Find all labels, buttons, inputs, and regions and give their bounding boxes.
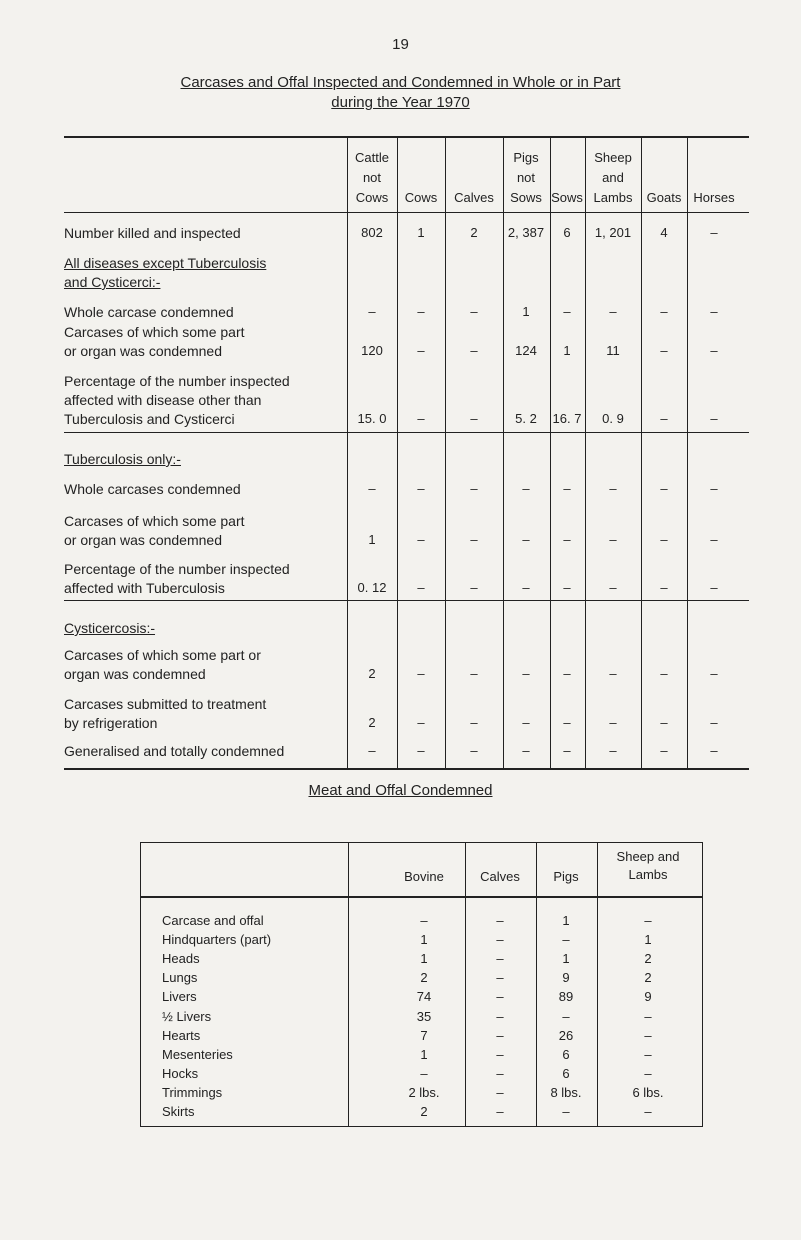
column-divider xyxy=(348,842,349,1126)
row-label xyxy=(64,559,290,579)
column-header: Sheep and Lambs xyxy=(616,849,680,882)
table-cell: – xyxy=(660,715,668,730)
row-label-text: Generalised and totally condemned xyxy=(64,743,285,759)
table-cell: – xyxy=(470,343,478,358)
row-label: Lungs xyxy=(162,970,198,986)
table-cell: – xyxy=(496,932,504,948)
row-label: Hearts xyxy=(162,1027,201,1043)
table-cell: 2 xyxy=(420,970,428,986)
table-cell: 4 xyxy=(660,225,668,240)
table-cell: 6 xyxy=(563,225,571,240)
table-cell: – xyxy=(710,580,718,595)
table-cell: 1 xyxy=(420,951,428,967)
row-label: Carcase and offal xyxy=(162,913,264,928)
column-header: Calves xyxy=(454,190,494,205)
table-cell: 1 xyxy=(420,1046,428,1062)
page-title xyxy=(0,74,801,91)
table-cell: 6 xyxy=(562,1046,570,1062)
row-label-text: Number killed and inspected xyxy=(64,225,241,241)
table-cell: 2 xyxy=(368,666,376,681)
table-cell: 6 xyxy=(562,1065,570,1081)
table-cell: 1 xyxy=(420,932,428,948)
table-cell: 2 xyxy=(368,715,376,730)
table-cell: – xyxy=(609,304,617,319)
table-cell: – xyxy=(644,1027,652,1043)
row-label xyxy=(64,530,222,550)
row-label xyxy=(64,223,241,243)
column-header: Cattle not Cows xyxy=(355,150,389,205)
header-rule xyxy=(64,212,749,213)
row-heading xyxy=(64,618,155,638)
row-label: Hindquarters (part) xyxy=(162,932,272,948)
table-cell: – xyxy=(609,666,617,681)
table-cell: – xyxy=(660,304,668,319)
section-subtitle xyxy=(0,782,801,799)
table-cell: 2, 387 xyxy=(507,225,545,240)
page-title-2 xyxy=(0,94,801,111)
table-cell: – xyxy=(660,411,668,426)
table-cell: – xyxy=(368,743,376,758)
table-cell: – xyxy=(417,715,425,730)
table-cell: 1 xyxy=(417,225,425,240)
table-cell: – xyxy=(660,532,668,547)
table-top-rule xyxy=(64,136,749,138)
table-cell: – xyxy=(710,532,718,547)
table-cell: – xyxy=(563,715,571,730)
row-heading xyxy=(64,272,160,292)
row-heading xyxy=(64,449,181,469)
table-cell: 26 xyxy=(558,1027,574,1043)
table-cell: – xyxy=(417,532,425,547)
row-label xyxy=(64,341,222,361)
table-cell: – xyxy=(644,913,652,928)
table-cell: – xyxy=(644,1008,652,1024)
table-cell: 1, 201 xyxy=(594,225,632,240)
table-cell: – xyxy=(496,1008,504,1024)
row-label: ½ Livers xyxy=(162,1008,212,1024)
row-label-text: All diseases except Tuberculosis xyxy=(64,255,267,271)
table-cell: – xyxy=(417,743,425,758)
table-cell: 0. 12 xyxy=(357,580,387,595)
row-label xyxy=(64,578,225,598)
table-cell: – xyxy=(563,304,571,319)
row-label: Heads xyxy=(162,951,200,967)
table-cell: – xyxy=(496,913,504,928)
row-label-text: affected with Tuberculosis xyxy=(64,580,225,596)
table-cell: – xyxy=(496,970,504,986)
row-label xyxy=(64,511,245,531)
table-cell: 1 xyxy=(563,343,571,358)
row-label-text: Whole carcase condemned xyxy=(64,304,234,320)
table-cell: 1 xyxy=(644,932,652,948)
table-cell: – xyxy=(562,1104,570,1119)
table-cell: – xyxy=(609,532,617,547)
row-heading xyxy=(64,253,266,273)
subtitle-text: Meat and Offal Condemned xyxy=(308,782,493,799)
table-cell: – xyxy=(496,1104,504,1119)
table-cell: – xyxy=(470,715,478,730)
table-cell: – xyxy=(417,580,425,595)
table-cell: 6 lbs. xyxy=(632,1084,664,1100)
column-header: Calves xyxy=(480,869,520,884)
table-cell: – xyxy=(563,532,571,547)
table-cell: 35 xyxy=(416,1008,432,1024)
table-cell: – xyxy=(522,743,530,758)
table-cell: – xyxy=(417,666,425,681)
table-cell: 9 xyxy=(644,989,652,1005)
row-label-text: Whole carcases condemned xyxy=(64,481,241,497)
row-label-text: or organ was condemned xyxy=(64,532,222,548)
column-header: Cows xyxy=(404,190,438,205)
table-cell: 7 xyxy=(420,1027,428,1043)
table-cell: – xyxy=(496,1027,504,1043)
row-label xyxy=(64,694,266,714)
table-cell: 124 xyxy=(515,343,537,358)
table-cell: – xyxy=(609,743,617,758)
column-header: Goats xyxy=(646,190,682,205)
row-label-text: affected with disease other than xyxy=(64,392,262,408)
table-cell: – xyxy=(420,913,428,928)
title-line-1: Carcases and Offal Inspected and Condemned in Whole or in Part xyxy=(180,74,621,91)
table-cell: – xyxy=(710,666,718,681)
column-header: Horses xyxy=(693,190,735,205)
table-cell: – xyxy=(609,580,617,595)
row-label xyxy=(64,409,235,429)
table-cell: 120 xyxy=(361,343,383,358)
table-cell: – xyxy=(563,481,571,496)
table-cell: – xyxy=(417,304,425,319)
table-cell: – xyxy=(563,666,571,681)
row-label: Skirts xyxy=(162,1104,195,1119)
table-cell: – xyxy=(710,743,718,758)
table-cell: 2 xyxy=(470,225,478,240)
table-cell: – xyxy=(470,666,478,681)
table-cell: – xyxy=(420,1065,428,1081)
table-cell: – xyxy=(470,532,478,547)
row-label xyxy=(64,322,245,342)
row-label-text: Tuberculosis only:- xyxy=(64,451,181,467)
table-cell: – xyxy=(710,715,718,730)
row-label: Trimmings xyxy=(162,1084,223,1100)
section-rule-tb xyxy=(64,432,749,433)
column-header: Sows xyxy=(551,190,583,205)
table-cell: – xyxy=(470,304,478,319)
table-cell: 0. 9 xyxy=(602,411,624,426)
table-cell: – xyxy=(660,343,668,358)
table-cell: 1 xyxy=(368,532,376,547)
row-label-text: or organ was condemned xyxy=(64,343,222,359)
table-cell: – xyxy=(522,532,530,547)
row-label: Hocks xyxy=(162,1065,199,1081)
table-cell: 15. 0 xyxy=(357,411,387,426)
table-cell: – xyxy=(609,715,617,730)
table-cell: – xyxy=(710,411,718,426)
column-header: Sheep and Lambs xyxy=(593,150,633,205)
table-cell: – xyxy=(417,481,425,496)
table-cell: 9 xyxy=(562,970,570,986)
table-cell: – xyxy=(522,580,530,595)
table-cell: 2 xyxy=(644,970,652,986)
table-cell: – xyxy=(710,343,718,358)
table-cell: – xyxy=(660,580,668,595)
table-cell: 802 xyxy=(361,225,383,240)
column-header: Pigs xyxy=(553,869,579,884)
table-cell: – xyxy=(522,481,530,496)
table-cell: – xyxy=(496,1065,504,1081)
table-cell: – xyxy=(417,343,425,358)
row-label xyxy=(64,390,261,410)
row-label xyxy=(64,645,261,665)
table-cell: – xyxy=(660,481,668,496)
table-cell: – xyxy=(644,1046,652,1062)
table-cell: – xyxy=(470,481,478,496)
table-cell: 2 xyxy=(644,951,652,967)
row-label-text: Percentage of the number inspected xyxy=(64,373,290,389)
table-cell: 89 xyxy=(558,989,574,1005)
page-number: 19 xyxy=(392,36,409,53)
table-cell: 5. 2 xyxy=(515,411,537,426)
table-cell: – xyxy=(522,715,530,730)
table-cell: – xyxy=(496,1046,504,1062)
table-cell: 8 lbs. xyxy=(550,1084,582,1100)
row-label-text: organ was condemned xyxy=(64,666,206,682)
table-cell: 1 xyxy=(562,951,570,967)
table-cell: – xyxy=(368,304,376,319)
row-label: Livers xyxy=(162,989,197,1005)
table-cell: 16. 7 xyxy=(552,411,582,426)
table-cell: – xyxy=(470,580,478,595)
table-cell: – xyxy=(644,1065,652,1081)
table-cell: – xyxy=(644,1104,652,1119)
row-label xyxy=(64,371,290,391)
table-cell: 74 xyxy=(416,989,432,1005)
table-cell: – xyxy=(562,932,570,948)
table-cell: – xyxy=(563,743,571,758)
table-cell: – xyxy=(563,580,571,595)
table-cell: – xyxy=(660,743,668,758)
table-cell: 2 lbs. xyxy=(408,1084,440,1100)
table-cell: – xyxy=(562,1008,570,1024)
table-cell: – xyxy=(368,481,376,496)
row-label-text: Carcases of which some part xyxy=(64,513,245,529)
table-cell: 2 xyxy=(420,1104,428,1119)
row-label-text: Carcases submitted to treatment xyxy=(64,696,267,712)
column-header: Pigs not Sows xyxy=(510,150,542,205)
row-label xyxy=(64,713,157,733)
row-label xyxy=(64,664,206,684)
row-label xyxy=(64,479,241,499)
table-cell: – xyxy=(417,411,425,426)
table-cell: – xyxy=(660,666,668,681)
table-cell: – xyxy=(470,743,478,758)
row-label-text: Cysticercosis:- xyxy=(64,620,156,636)
row-label-text: Carcases of which some part xyxy=(64,324,245,340)
table-cell: – xyxy=(710,481,718,496)
row-label-text: and Cysticerci:- xyxy=(64,274,161,290)
column-header: Bovine xyxy=(404,869,444,884)
header-rule xyxy=(140,896,702,898)
table-cell: – xyxy=(496,989,504,1005)
table-cell: 11 xyxy=(606,343,620,358)
table-cell: – xyxy=(609,481,617,496)
table-cell: – xyxy=(522,666,530,681)
row-label-text: Percentage of the number inspected xyxy=(64,561,290,577)
row-label xyxy=(64,741,284,761)
table-cell: 1 xyxy=(562,913,570,928)
row-label-text: by refrigeration xyxy=(64,715,158,731)
table-cell: – xyxy=(710,225,718,240)
section-rule-cyst xyxy=(64,600,749,601)
row-label-text: Carcases of which some part or xyxy=(64,647,261,663)
table-cell: – xyxy=(496,1084,504,1100)
table-cell: – xyxy=(470,411,478,426)
row-label: Mesenteries xyxy=(162,1046,233,1062)
row-label xyxy=(64,302,234,322)
table-cell: – xyxy=(496,951,504,967)
table-cell: 1 xyxy=(522,304,530,319)
table-cell: – xyxy=(710,304,718,319)
table-bottom-rule xyxy=(64,768,749,770)
row-label-text: Tuberculosis and Cysticerci xyxy=(64,411,235,427)
title-line-2: during the Year 1970 xyxy=(331,94,470,111)
